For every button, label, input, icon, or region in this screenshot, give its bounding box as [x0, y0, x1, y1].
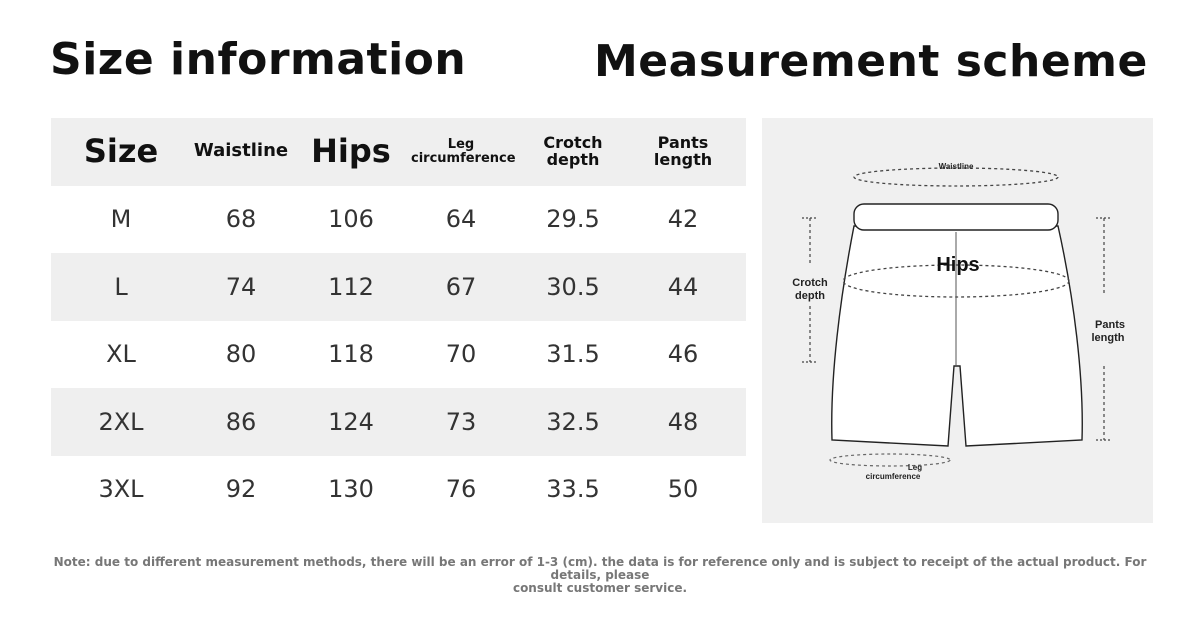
cell-size: 2XL — [98, 407, 144, 436]
cell-waistline: 68 — [225, 205, 257, 234]
pants-length-label-line1: Pants — [1095, 319, 1125, 331]
table-row — [51, 186, 746, 254]
cell-pants-length: 42 — [667, 205, 699, 234]
leg-measure-ellipse — [830, 454, 950, 466]
size-information-title: Size information — [50, 34, 467, 85]
cell-hips: 130 — [328, 475, 374, 504]
measurement-diagram — [762, 118, 1153, 523]
crotch-depth-label-line2: depth — [795, 290, 825, 302]
disclaimer-note: Note: due to different measurement methods, there will be an error of 1-3 (cm). the data is for reference only and is subject to receipt of the actual product. For details, please consult customer service. — [53, 555, 1147, 595]
cell-waistline: 74 — [225, 272, 257, 301]
table-row — [51, 321, 746, 389]
cell-waistline: 92 — [225, 475, 257, 504]
cell-leg-circumference: 76 — [445, 475, 477, 504]
cell-leg-circumference: 73 — [445, 407, 477, 436]
leg-label-line2: circumference — [865, 472, 921, 481]
size-table — [51, 118, 746, 523]
cell-crotch-depth: 33.5 — [546, 475, 600, 504]
cell-waistline: 86 — [225, 407, 257, 436]
cell-leg-circumference: 67 — [445, 272, 477, 301]
cell-pants-length: 50 — [667, 475, 699, 504]
header-waistline: Waistline — [193, 140, 289, 162]
cell-crotch-depth: 30.5 — [546, 272, 600, 301]
cell-size: 3XL — [98, 475, 144, 504]
cell-hips: 118 — [328, 340, 374, 369]
table-row — [51, 456, 746, 524]
hips-label: Hips — [936, 254, 980, 276]
cell-size: M — [110, 205, 132, 234]
cell-pants-length: 48 — [667, 407, 699, 436]
cell-leg-circumference: 64 — [445, 205, 477, 234]
header-crotch-depth: Crotch depth — [543, 132, 603, 169]
waistline-label: Waistline — [938, 162, 974, 171]
cell-pants-length: 44 — [667, 272, 699, 301]
cell-pants-length: 46 — [667, 340, 699, 369]
crotch-depth-label-line1: Crotch — [792, 277, 828, 289]
shorts-illustration — [762, 118, 1153, 523]
header-hips: Hips — [311, 131, 391, 170]
shorts-waistband — [854, 204, 1058, 230]
cell-waistline: 80 — [225, 340, 257, 369]
cell-hips: 106 — [328, 205, 374, 234]
cell-leg-circumference: 70 — [445, 340, 477, 369]
measurement-scheme-title: Measurement scheme — [594, 36, 1148, 87]
header-pants-length: Pants length — [653, 132, 713, 169]
cell-crotch-depth: 32.5 — [546, 407, 600, 436]
leg-label-line1: Leg — [907, 463, 923, 472]
cell-hips: 124 — [328, 407, 374, 436]
cell-size: XL — [106, 340, 136, 369]
table-row — [51, 253, 746, 321]
cell-size: L — [114, 272, 128, 301]
cell-crotch-depth: 29.5 — [546, 205, 600, 234]
header-leg-circumference: Leg circumference — [411, 137, 516, 166]
header-size: Size — [83, 131, 159, 170]
table-row — [51, 388, 746, 456]
cell-crotch-depth: 31.5 — [546, 340, 600, 369]
pants-length-label-line2: length — [1091, 332, 1125, 344]
cell-hips: 112 — [328, 272, 374, 301]
table-header-row — [51, 118, 746, 186]
